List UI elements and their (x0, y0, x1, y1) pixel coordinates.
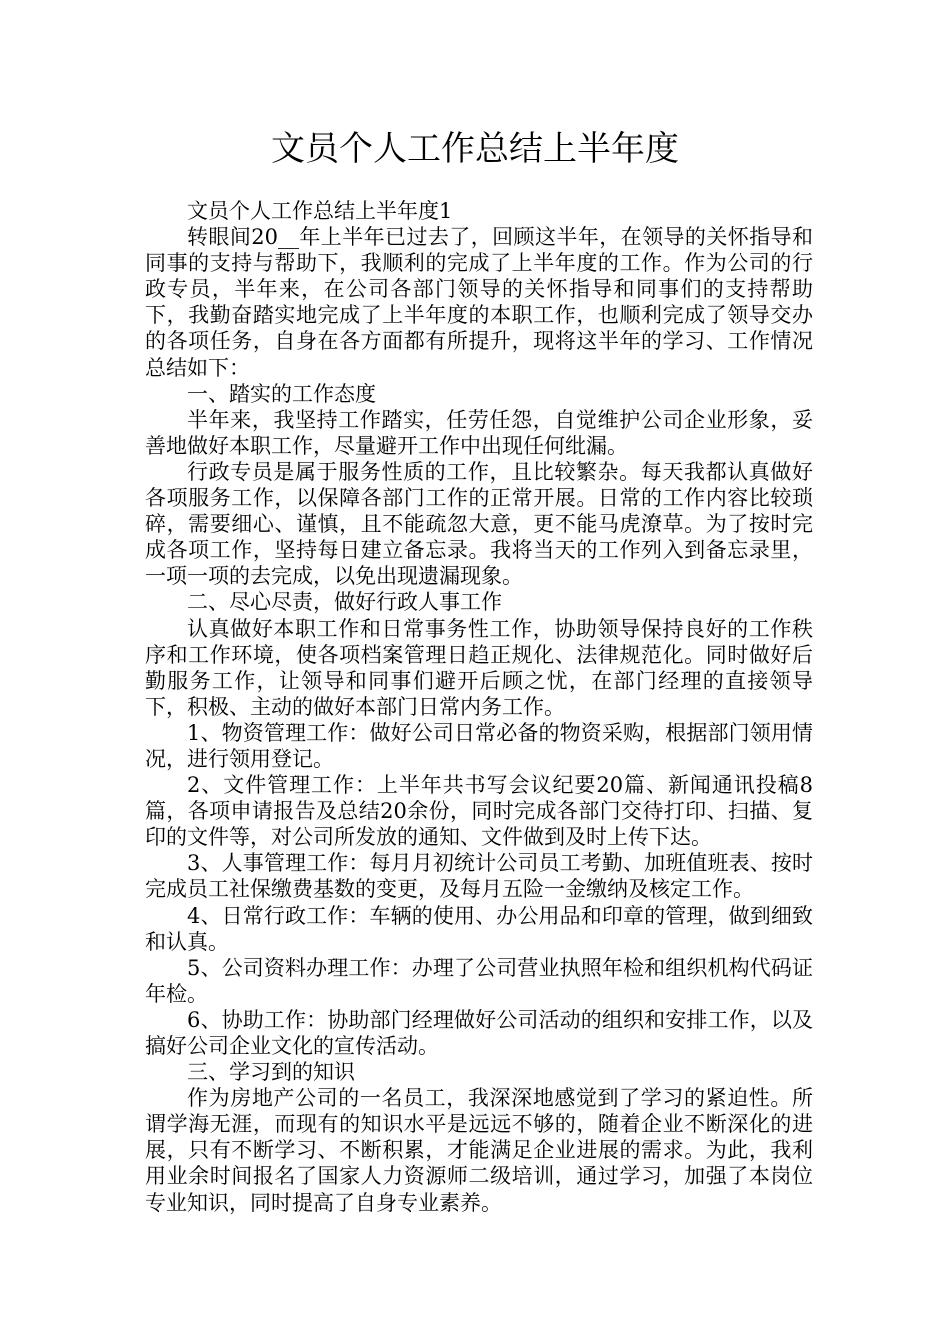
list-item: 4、日常行政工作：车辆的使用、办公用品和印章的管理，做到细致和认真。 (145, 903, 813, 954)
list-item: 6、协助工作：协助部门经理做好公司活动的组织和安排工作，以及搞好公司企业文化的宣传活动。 (145, 1007, 813, 1058)
paragraph: 转眼间20__年上半年已过去了，回顾这半年，在领导的关怀指导和同事的支持与帮助下，我顺利的完成了上半年度的工作。作为公司的行政专员，半年来，在公司各部门领导的关怀指导和同事们的支持帮助下，我勤奋踏实地完成了上半年度的本职工作，也顺利完成了领导交办的各项任务，自身在各方面都有所提升，现将这半年的学习、工作情况总结如下： (145, 225, 813, 380)
document-title: 文员个人工作总结上半年度 (271, 129, 679, 169)
list-item: 2、文件管理工作：上半年共书写会议纪要20篇、新闻通讯投稿8篇，各项申请报告及总结20余份，同时完成各部门交待打印、扫描、复印的文件等，对公司所发放的通知、文件做到及时上传下达。 (145, 773, 813, 850)
paragraph: 作为房地产公司的一名员工，我深深地感觉到了学习的紧迫性。所谓学海无涯，而现有的知识水平是远远不够的，随着企业不断深化的进展，只有不断学习、不断积累，才能满足企业进展的需求。为此，我利用业余时间报名了国家人力资源师二级培训，通过学习，加强了本岗位专业知识，同时提高了自身专业素养。 (145, 1086, 813, 1215)
section-heading: 二、尽心尽责，做好行政人事工作 (187, 590, 502, 615)
list-item: 5、公司资料办理工作：办理了公司营业执照年检和组织机构代码证年检。 (145, 955, 813, 1006)
list-item: 3、人事管理工作：每月月初统计公司员工考勤、加班值班表、按时完成员工社保缴费基数的变更，及每月五险一金缴纳及核定工作。 (145, 851, 813, 902)
document-body (145, 198, 813, 1216)
list-item: 1、物资管理工作：做好公司日常必备的物资采购，根据部门领用情况，进行领用登记。 (145, 720, 813, 771)
section-heading: 一、踏实的工作态度 (187, 381, 376, 406)
section-heading: 三、学习到的知识 (187, 1060, 355, 1085)
paragraph: 半年来，我坚持工作踏实，任劳任怨，自觉维护公司企业形象，妥善地做好本职工作，尽量避开工作中出现任何纰漏。 (145, 407, 813, 458)
section-heading: 文员个人工作总结上半年度1 (187, 199, 453, 223)
paragraph: 认真做好本职工作和日常事务性工作，协助领导保持良好的工作秩序和工作环境，使各项档案管理日趋正规化、法律规范化。同时做好后勤服务工作，让领导和同事们避开后顾之忧，在部门经理的直接领导下，积极、主动的做好本部门日常内务工作。 (145, 616, 813, 719)
paragraph: 行政专员是属于服务性质的工作，且比较繁杂。每天我都认真做好各项服务工作，以保障各部门工作的正常开展。日常的工作内容比较琐碎，需要细心、谨慎，且不能疏忽大意，更不能马虎潦草。为了按时完成各项工作，坚持每日建立备忘录。我将当天的工作列入到备忘录里，一项一项的去完成，以免出现遗漏现象。 (145, 459, 813, 589)
